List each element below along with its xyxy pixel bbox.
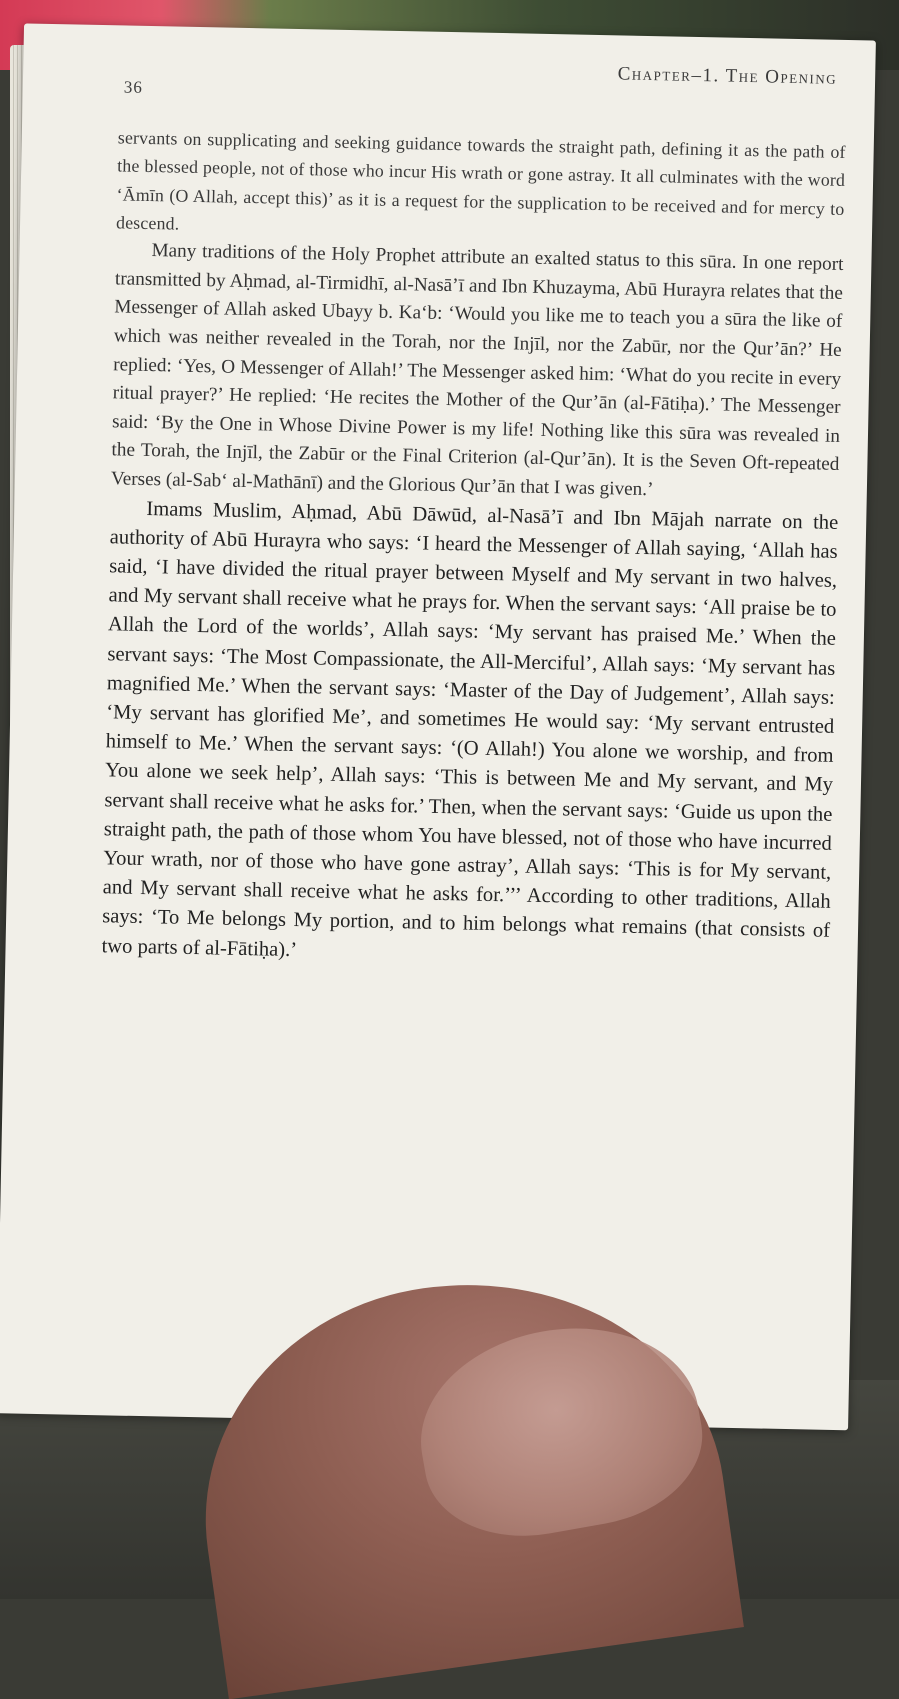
paragraph-1: servants on supplicating and seeking guidance towards the straight path, defining it as the path of the blessed people, not of those who incur His wrath or gone astray. It all culminates with the word ‘Āmīn (O Allah, accept this)’ as it is a request for the supplication to be received and for mercy to descend. bbox=[115, 127, 846, 234]
book-page bbox=[0, 23, 876, 1430]
paragraph-3: Imams Muslim, Aḥmad, Abū Dāwūd, al-Nasā’ī and Ibn Mājah narrate on the authority of Abū Hurayra who says: ‘I heard the Messenger of Allah saying, ‘Allah has said, ‘I have divided the ritual prayer between Myself and My servant in two halves, and My servant shall receive what he prays for. When the servant says: ‘All praise be to Allah the Lord of the worlds’, Allah says: ‘My servant has praised Me.’ When the servant says: ‘The Most Compassionate, the All-Merciful’, Allah says: ‘My servant has magnified Me.’ When the servant says: ‘Master of the Day of Judgement’, Allah says: ‘My servant has glorified Me’, and sometimes He would say: ‘My servant entrusted himself to Me.’ When the servant says: ‘(O Allah!) You alone we worship, and from You alone we seek help’, Allah says: ‘This is between Me and My servant, and My servant shall receive what he asks for.’ Then, when the servant says: ‘Guide us upon the straight path, the path of those whom You have blessed, not of those who have incurred Your wrath, nor of those who have gone astray’, Allah says: ‘This is for My servant, and My servant shall receive what he asks for.’’’ According to other traditions, Allah says: ‘To Me belongs My portion, and to him belongs what remains (that consists of two parts of al-Fātiḥa).’ bbox=[101, 497, 839, 961]
paragraph-2: Many traditions of the Holy Prophet attribute an exalted status to this sūra. In one report transmitted by Aḥmad, al-Tirmidhī, al-Nasā’ī and Ibn Khuzayma, Abū Hurayra relates that the Messenger of Allah asked Ubayy b. Ka‘b: ‘Would you like me to teach you a sūra the like of which was neither revealed in the Torah, nor the Injīl, nor the Zabūr, nor the Qur’ān?’ He replied: ‘Yes, O Messenger of Allah!’ The Messenger asked him: ‘What do you recite in every ritual prayer?’ He replied: ‘He recites the Mother of the Qur’ān (al-Fātiḥa).’ The Messenger said: ‘By the One in Whose Divine Power is my life! Nothing like this sūra was revealed in the Torah, the Injīl, the Zabūr or the Final Criterion (al-Qur’ān). It is the Seven Oft-repeated Verses (al-Sab‘ al-Mathānī) and the Glorious Qur’ān that I was given.’ bbox=[110, 240, 844, 501]
body-text bbox=[101, 123, 846, 975]
running-header: Chapter–1. The Opening bbox=[617, 63, 838, 89]
page-number: 36 bbox=[123, 77, 144, 97]
